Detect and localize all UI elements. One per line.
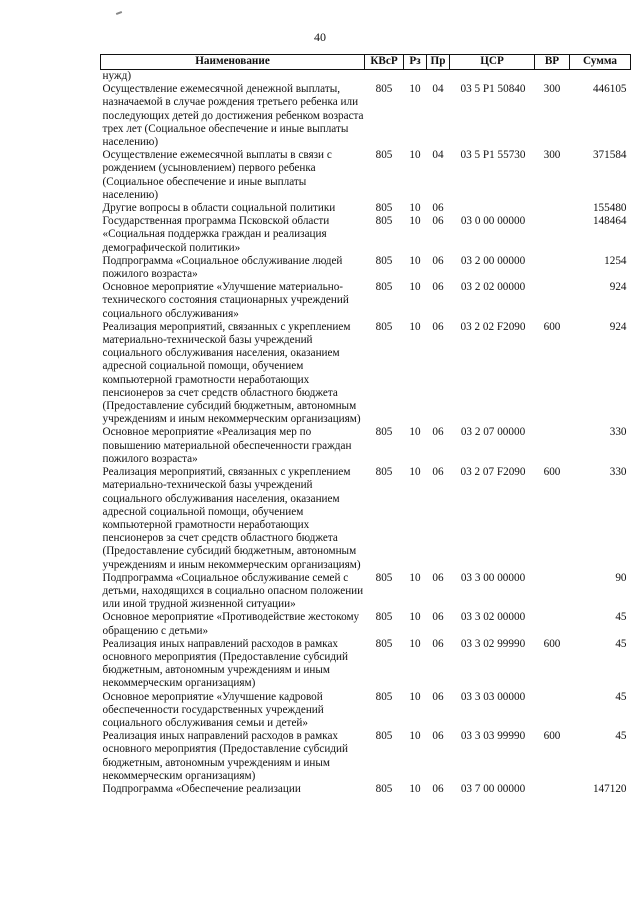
row-pr: 06 [432,320,444,333]
header-row [101,55,631,70]
row-vr [535,572,570,612]
row-vr: 600 [543,637,561,650]
table-row [101,215,631,255]
row-pr: 06 [432,202,444,215]
table-row [101,638,631,691]
row-pr: 06 [432,466,444,479]
row-pr: 06 [432,215,444,228]
row-vr [535,70,570,84]
row-vr [535,281,570,321]
row-name: нужд) [102,70,132,82]
table-row [101,466,631,572]
row-kvsr: 805 [375,149,393,162]
table-body [101,70,631,797]
row-name: Реализация мероприятий, связанных с укреплением материально-технической базы учреждений социального обслуживания населения, оказанием адресной социальной помощи, обучением компьютерной грамотности неработающих пенсионеров за счет средств областного бюджета (Предоставление субсидий бюджетным, автономным учреждениям и иным некоммерческим организациям) [102,466,361,571]
row-vr: 300 [543,149,561,162]
row-csr: 03 2 00 00000 [460,254,526,267]
row-kvsr [365,70,404,84]
row-sum: 45 [615,611,627,624]
row-vr [535,783,570,796]
row-rz: 10 [409,83,421,96]
row-name: Реализация мероприятий, связанных с укреплением материально-технической базы учреждений социального обслуживания населения, оказанием адресной социальной помощи, обучением компьютерной грамотности неработающих пенсионеров за счет средств областного бюджета (Предоставление субсидий бюджетным, автономным учреждениям и иным некоммерческим организациям) [102,320,361,426]
row-csr: 03 5 P1 55730 [460,149,526,162]
header-name: Наименование [101,55,365,70]
row-rz: 10 [409,254,421,267]
row-kvsr: 805 [375,215,393,228]
row-sum: 1254 [604,254,627,267]
row-vr [535,202,570,215]
row-sum [570,70,631,84]
row-rz: 10 [409,149,421,162]
row-csr: 03 3 03 00000 [460,690,526,703]
row-name: Подпрограмма «Обеспечение реализации [102,782,301,795]
row-vr [535,255,570,281]
row-kvsr: 805 [375,611,393,624]
row-rz: 10 [409,690,421,703]
scan-artifact [116,11,122,15]
row-name: Подпрограмма «Социальное обслуживание семей с детьми, находящихся в социально опасном положении или иной трудной жизненной ситуации» [102,571,364,611]
row-vr: 300 [543,83,561,96]
row-rz: 10 [409,215,421,228]
row-csr: 03 3 02 99990 [460,637,526,650]
table-header [101,55,631,70]
row-rz: 10 [409,320,421,333]
row-pr: 06 [432,690,444,703]
row-name: Подпрограмма «Социальное обслуживание людей пожилого возраста» [102,254,343,281]
row-rz: 10 [409,611,421,624]
row-pr: 06 [432,730,444,743]
row-kvsr: 805 [375,202,393,215]
row-rz: 10 [409,281,421,294]
table-row [101,149,631,202]
row-pr: 04 [432,83,444,96]
row-pr: 06 [432,281,444,294]
row-name: Другие вопросы в области социальной политики [102,202,336,215]
header-kvsr: КВсР [365,55,404,70]
row-name: Основное мероприятие «Улучшение материально-технического состояния стационарных учреждений социального обслуживания» [102,281,349,320]
table-row [101,321,631,427]
row-rz: 10 [409,426,421,439]
row-kvsr: 805 [375,281,393,294]
row-csr: 03 2 02 F2090 [460,320,526,333]
row-vr [535,611,570,637]
table-row [101,281,631,321]
row-name: Основное мероприятие «Противодействие жестокому обращению с детьми» [102,611,360,637]
row-csr: 03 7 00 00000 [460,782,526,795]
row-sum: 924 [609,320,627,333]
row-vr [535,691,570,731]
row-vr: 600 [543,320,561,333]
header-sum: Сумма [570,55,631,70]
row-csr: 03 3 03 99990 [460,730,526,743]
row-kvsr: 805 [375,571,393,584]
row-csr: 03 3 02 00000 [460,611,526,624]
row-pr: 06 [432,637,444,650]
row-csr: 03 3 00 00000 [460,571,526,584]
row-csr: 03 0 00 00000 [460,215,526,228]
header-csr: ЦСР [450,55,535,70]
row-rz [404,70,427,84]
row-sum: 45 [615,730,627,743]
row-kvsr: 805 [375,637,393,650]
row-name: Основное мероприятие «Улучшение кадровой обеспеченности государственных учреждений социального обслуживания семьи и детей» [102,690,324,729]
row-sum: 924 [609,281,627,294]
row-csr [450,202,535,215]
row-kvsr: 805 [375,83,393,96]
row-pr: 06 [432,571,444,584]
row-vr: 600 [543,730,561,743]
table-row [101,730,631,783]
table-row [101,202,631,215]
row-sum: 446105 [592,83,627,96]
row-name: Осуществление ежемесячной денежной выплаты, назначаемой в случае рождения третьего ребенка или последующих детей до достижения ребенком возраста трех лет (Социальное обеспечение и иные выплаты населению) [102,83,364,149]
table-row [101,691,631,731]
row-csr: 03 5 P1 50840 [460,83,526,96]
table-row [101,572,631,612]
row-pr: 06 [432,426,444,439]
row-sum: 90 [615,571,627,584]
row-name: Осуществление ежемесячной выплаты в связи с рождением (усыновлением) первого ребенка (Социальное обеспечение и иные выплаты населению) [102,149,332,201]
row-name: Государственная программа Псковской области «Социальная поддержка граждан и реализация демографической политики» [102,215,330,254]
row-csr: 03 2 07 00000 [460,426,526,439]
row-pr: 06 [432,254,444,267]
row-rz: 10 [409,782,421,795]
page-number: 40 [314,30,326,44]
row-sum: 45 [615,690,627,703]
row-kvsr: 805 [375,782,393,795]
row-sum: 330 [609,426,627,439]
row-csr [450,70,535,84]
row-kvsr: 805 [375,254,393,267]
row-rz: 10 [409,571,421,584]
row-kvsr: 805 [375,690,393,703]
budget-table [100,54,631,796]
table-row [101,611,631,637]
row-rz: 10 [409,637,421,650]
row-sum: 155480 [592,202,627,215]
table-row [101,783,631,796]
row-csr: 03 2 02 00000 [460,281,526,294]
row-pr: 04 [432,149,444,162]
row-kvsr: 805 [375,466,393,479]
row-pr: 06 [432,611,444,624]
table-row [101,426,631,466]
row-sum: 330 [609,466,627,479]
table-row [101,70,631,84]
row-pr [427,70,450,84]
row-kvsr: 805 [375,730,393,743]
header-pr: Пр [427,55,450,70]
row-sum: 147120 [592,782,627,795]
row-sum: 45 [615,637,627,650]
row-rz: 10 [409,202,421,215]
header-vr: ВР [535,55,570,70]
table-row [101,83,631,149]
row-csr: 03 2 07 F2090 [460,466,526,479]
row-rz: 10 [409,466,421,479]
row-pr: 06 [432,782,444,795]
row-sum: 371584 [592,149,627,162]
row-kvsr: 805 [375,426,393,439]
header-rz: Рз [404,55,427,70]
row-name: Реализация иных направлений расходов в рамках основного мероприятия (Предоставление субсидий бюджетным, автономным учреждениям и иным некоммерческим организациям) [102,637,348,690]
row-name: Основное мероприятие «Реализация мер по повышению материальной обеспеченности граждан пожилого возраста» [102,426,352,465]
row-name: Реализация иных направлений расходов в рамках основного мероприятия (Предоставление субсидий бюджетным, автономным учреждениям и иным некоммерческим организациям) [102,730,348,782]
table-row [101,255,631,281]
row-vr [535,215,570,255]
row-kvsr: 805 [375,320,393,333]
row-sum: 148464 [592,215,627,228]
row-vr [535,426,570,466]
row-rz: 10 [409,730,421,743]
row-vr: 600 [543,466,561,479]
